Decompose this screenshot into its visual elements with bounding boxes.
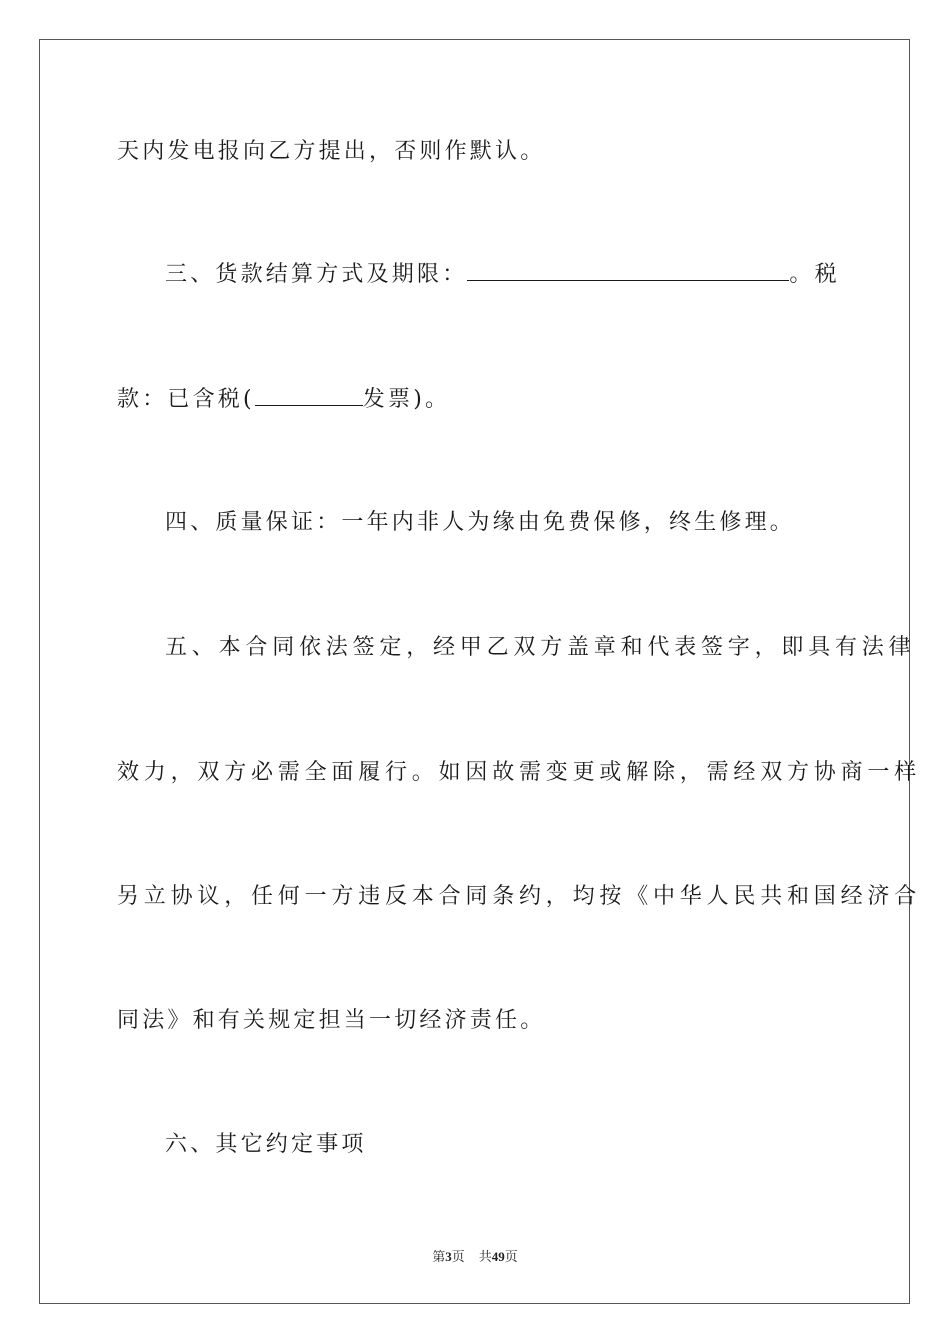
paragraph-line-1: 天内发电报向乙方提出，否则作默认。	[117, 139, 546, 164]
tax-suffix: 发票)。	[362, 387, 451, 412]
payment-terms-suffix: 。税	[789, 262, 840, 287]
payment-terms-label: 三、货款结算方式及期限：	[165, 262, 468, 287]
paragraph-payment-terms	[165, 259, 840, 289]
paragraph-quality-guarantee: 四、质量保证：一年内非人为缘由免费保修，终生修理。	[165, 510, 796, 535]
page-prefix: 第	[432, 1249, 446, 1264]
total-prefix: 共	[478, 1249, 492, 1264]
paragraph-other-matters: 六、其它约定事项	[165, 1132, 367, 1157]
invoice-type-blank[interactable]	[255, 384, 363, 406]
page-border	[39, 39, 922, 1304]
page-number-footer	[0, 1248, 950, 1266]
paragraph-tax	[117, 384, 833, 414]
paragraph-contract-effect-3: 另立协议，任何一方违反本合同条约，均按《中华人民共和国经济合	[117, 884, 922, 909]
page-suffix: 页	[451, 1249, 465, 1264]
paragraph-contract-effect-2: 效力，双方必需全面履行。如因故需变更或解除，需经双方协商一样	[117, 760, 922, 785]
total-page-number: 49	[491, 1249, 505, 1264]
payment-terms-blank[interactable]	[467, 259, 789, 281]
paragraph-contract-effect-1: 五、本合同依法签定，经甲乙双方盖章和代表签字，即具有法律	[165, 635, 916, 660]
current-page-number: 3	[445, 1249, 452, 1264]
tax-label: 款：已含税(	[117, 387, 255, 412]
paragraph-contract-effect-4: 同法》和有关规定担当一切经济责任。	[117, 1008, 546, 1033]
total-suffix: 页	[504, 1249, 518, 1264]
